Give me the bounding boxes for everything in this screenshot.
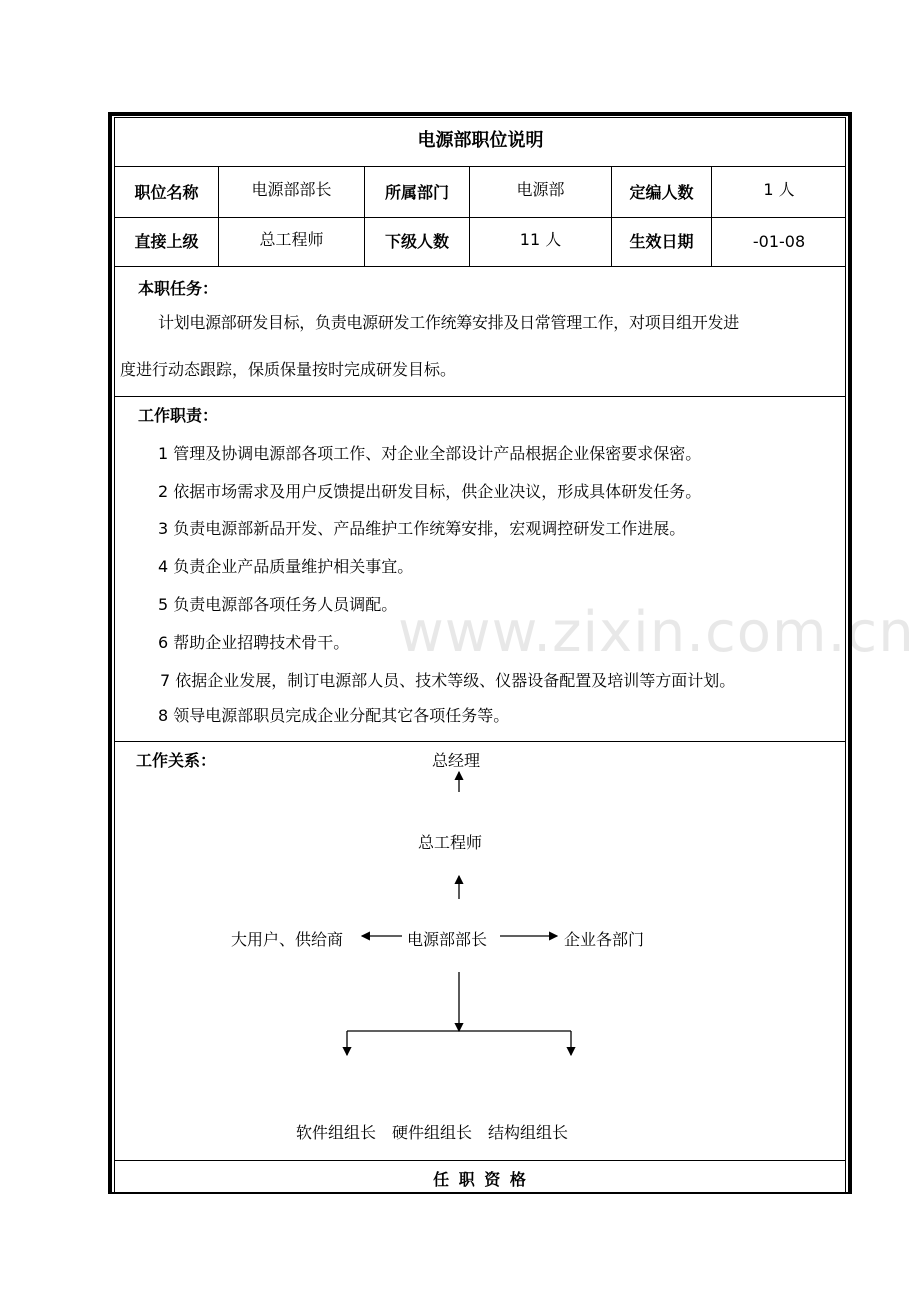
- label-subordinate-count: 下级人数: [384, 232, 449, 251]
- relation-general-manager: 总经理: [432, 751, 481, 770]
- rule-title-bottom: [115, 166, 846, 167]
- value-direct-superior: 总工程师: [259, 230, 324, 249]
- value-effective-date: -01-08: [752, 232, 806, 251]
- value-headcount: 1 人: [763, 180, 795, 199]
- value-department: 电源部: [516, 180, 565, 199]
- duty-item: 4 负责企业产品质量维护相关事宜。: [158, 557, 414, 576]
- duty-item: 2 依据市场需求及用户反馈提出研发目标，供企业决议，形成具体研发任务。: [158, 482, 702, 501]
- rule-duties-bottom: [115, 741, 846, 742]
- relation-department-head: 电源部部长: [407, 930, 488, 949]
- value-subordinate-count: 11 人: [519, 230, 562, 249]
- relation-chief-engineer: 总工程师: [418, 833, 483, 852]
- label-position-name: 职位名称: [134, 183, 199, 202]
- value-position-name: 电源部部长: [251, 180, 332, 199]
- mission-heading: 本职任务：: [138, 279, 219, 298]
- relation-company-departments: 企业各部门: [564, 930, 645, 949]
- rule-relations-bottom: [115, 1160, 846, 1161]
- duty-item: 6 帮助企业招聘技术骨干。: [158, 633, 350, 652]
- label-effective-date: 生效日期: [629, 232, 694, 251]
- relation-team-leaders: 软件组组长 硬件组组长 结构组组长: [296, 1123, 569, 1142]
- rule-row2-bottom: [115, 266, 846, 267]
- mission-text-line2: 度进行动态跟踪，保质保量按时完成研发目标。: [120, 360, 457, 379]
- watermark: www.zixin.com.cn: [398, 600, 915, 665]
- label-headcount: 定编人数: [629, 183, 694, 202]
- duty-item: 8 领导电源部职员完成企业分配其它各项任务等。: [158, 706, 510, 725]
- mission-text-line1: 计划电源部研发目标，负责电源研发工作统筹安排及日常管理工作，对项目组开发进: [158, 313, 739, 332]
- duties-heading: 工作职责：: [138, 406, 219, 425]
- relation-customers-suppliers: 大用户、供给商: [231, 930, 344, 949]
- duty-item: 5 负责电源部各项任务人员调配。: [158, 595, 398, 614]
- duty-item: 7 依据企业发展，制订电源部人员、技术等级、仪器设备配置及培训等方面计划。: [160, 671, 736, 690]
- duty-item: 1 管理及协调电源部各项工作、对企业全部设计产品根据企业保密要求保密。: [158, 444, 702, 463]
- qualification-heading: 任 职 资 格: [433, 1170, 528, 1189]
- rule-mission-bottom: [115, 396, 846, 397]
- duty-item: 3 负责电源部新品开发、产品维护工作统筹安排，宏观调控研发工作进展。: [158, 519, 686, 538]
- document-title: 电源部职位说明: [417, 130, 544, 151]
- label-department: 所属部门: [384, 183, 449, 202]
- label-direct-superior: 直接上级: [134, 232, 199, 251]
- relations-heading: 工作关系：: [136, 751, 217, 770]
- rule-row1-bottom: [115, 217, 846, 218]
